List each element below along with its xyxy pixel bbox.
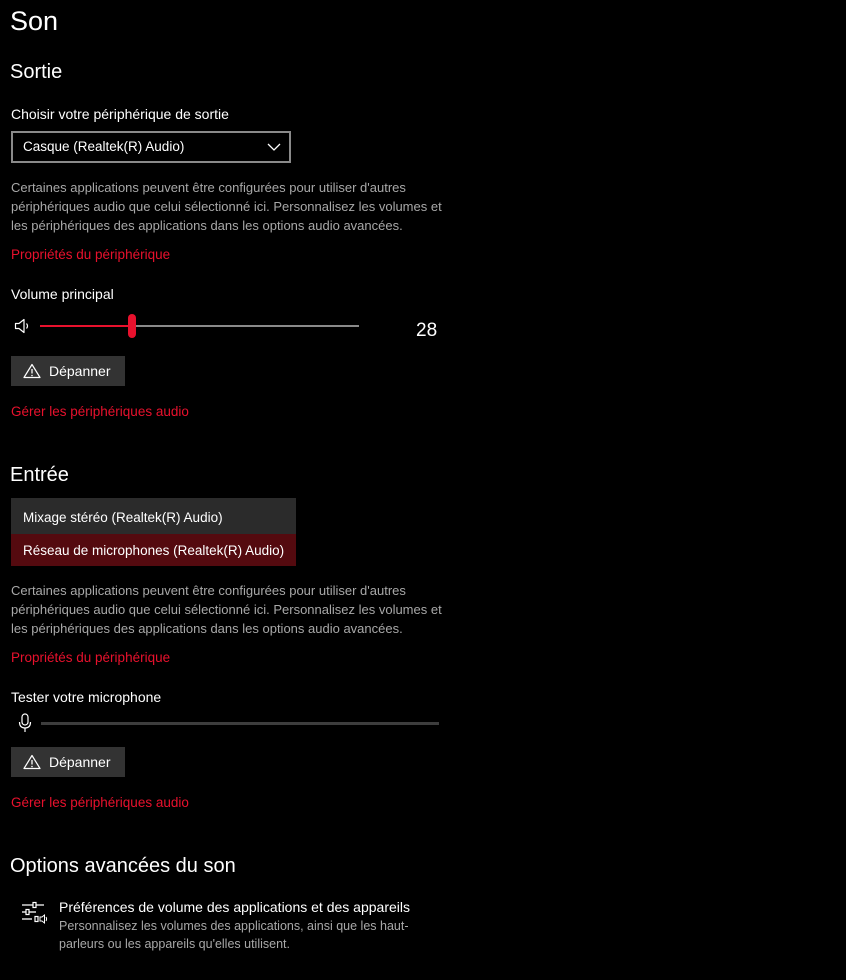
input-option-microphone-array[interactable] — [11, 534, 296, 566]
input-description: Certaines applications peuvent être configurées pour utiliser d'autres périphériques audio que celui sélectionné ici. Personnalisez les volumes et les périphériques des applications dans les options audio avancées. — [11, 583, 442, 636]
microphone-test-label: Tester votre microphone — [11, 689, 162, 705]
output-device-label: Choisir votre périphérique de sortie — [11, 106, 229, 122]
master-volume-label: Volume principal — [11, 286, 114, 302]
master-volume-slider[interactable] — [40, 314, 360, 338]
input-manage-devices-link[interactable]: Gérer les périphériques audio — [11, 795, 189, 810]
microphone-level-meter — [41, 722, 439, 725]
mixer-icon — [20, 900, 48, 926]
input-device-list[interactable] — [11, 498, 296, 566]
output-device-properties-link[interactable]: Propriétés du périphérique — [11, 247, 171, 262]
warning-icon — [23, 754, 41, 770]
input-option-label: Réseau de microphones (Realtek(R) Audio) — [23, 543, 285, 558]
input-device-properties-link[interactable]: Propriétés du périphérique — [11, 650, 171, 665]
chevron-down-icon — [267, 140, 281, 154]
input-section-title: Entrée — [10, 464, 69, 486]
input-option-label: Mixage stéréo (Realtek(R) Audio) — [23, 510, 223, 525]
app-volume-preferences-description: Personnalisez les volumes des applications, ainsi que les haut-parleurs ou les appareils qu'elles utilisent. — [59, 919, 409, 951]
output-device-dropdown[interactable] — [11, 131, 291, 163]
volume-slider-fill — [40, 325, 132, 327]
input-troubleshoot-label: Dépanner — [49, 754, 111, 770]
app-volume-preferences-title: Préférences de volume des applications et des appareils — [59, 899, 410, 915]
warning-icon — [23, 363, 41, 379]
output-troubleshoot-button[interactable] — [11, 356, 125, 386]
output-description: Certaines applications peuvent être configurées pour utiliser d'autres périphériques audio que celui sélectionné ici. Personnalisez les volumes et les périphériques des applications dans les options audio avancées. — [11, 180, 442, 233]
microphone-icon — [17, 713, 33, 733]
advanced-section-title: Options avancées du son — [10, 855, 236, 877]
volume-slider-thumb[interactable] — [128, 314, 136, 338]
output-troubleshoot-label: Dépanner — [49, 363, 111, 379]
master-volume-value: 28 — [416, 320, 438, 341]
page-title: Son — [10, 6, 59, 36]
output-device-value: Casque (Realtek(R) Audio) — [23, 139, 185, 154]
input-troubleshoot-button[interactable] — [11, 747, 125, 777]
output-manage-devices-link[interactable]: Gérer les périphériques audio — [11, 404, 189, 419]
output-section-title: Sortie — [10, 61, 63, 83]
speaker-icon[interactable] — [14, 318, 32, 334]
app-volume-preferences-item[interactable] — [20, 896, 440, 956]
input-option-stereo-mix[interactable] — [11, 501, 296, 533]
